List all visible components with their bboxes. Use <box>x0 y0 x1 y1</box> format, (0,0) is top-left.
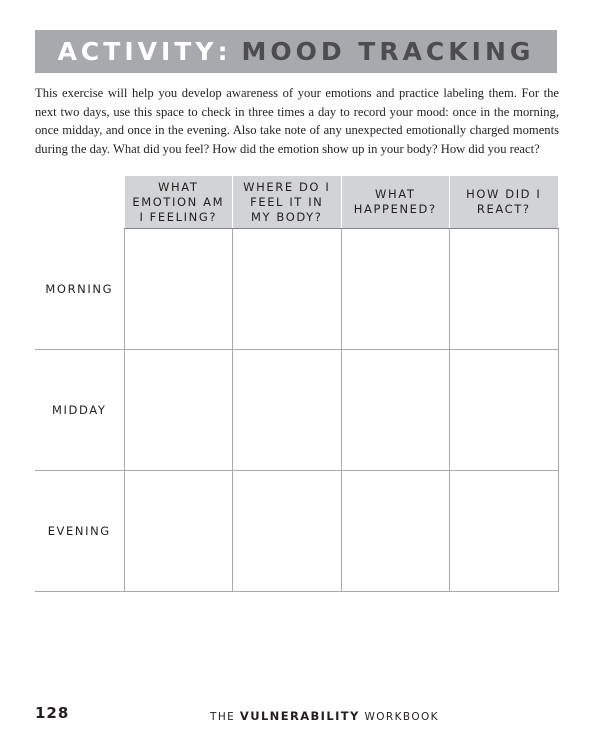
entry-cell-morning-emotion[interactable] <box>124 229 233 350</box>
column-header-label: WHERE DO I FEEL IT IN MY BODY? <box>243 179 331 224</box>
table-header-row <box>35 176 558 229</box>
activity-label: ACTIVITY <box>57 37 218 66</box>
entry-cell-midday-body[interactable] <box>233 350 342 471</box>
column-header-emotion <box>124 176 233 229</box>
entry-cell-evening-react[interactable] <box>450 471 559 592</box>
column-header-label: WHAT HAPPENED? <box>353 187 437 216</box>
running-title-main: VULNERABILITY <box>239 709 360 723</box>
row-label-midday: MIDDAY <box>35 350 124 471</box>
activity-title: MOOD TRACKING <box>241 37 535 66</box>
entry-cell-midday-happened[interactable] <box>341 350 450 471</box>
entry-cell-morning-body[interactable] <box>233 229 342 350</box>
entry-cell-evening-body[interactable] <box>233 471 342 592</box>
running-title <box>210 709 439 723</box>
activity-colon: : <box>217 37 232 66</box>
running-title-suffix: WORKBOOK <box>364 711 439 723</box>
activity-banner <box>35 30 557 73</box>
column-header-body <box>233 176 342 229</box>
column-header-label: HOW DID I REACT? <box>466 187 542 216</box>
intro-paragraph: This exercise will help you develop awareness of your emotions and practice labeling them. For the next two days, use this space to check in three times a day to record your mood: once in the morning, once midday, and once in the evening. Also take note of any unexpected emotionally charged moments during the day. What did you feel? How did the emotion show up in your body? How did you react? <box>35 86 559 156</box>
table-row <box>35 471 558 592</box>
running-title-prefix: THE <box>210 711 236 723</box>
mood-tracking-table <box>35 176 559 592</box>
page-number: 128 <box>35 704 70 722</box>
entry-cell-midday-react[interactable] <box>450 350 559 471</box>
entry-cell-evening-happened[interactable] <box>341 471 450 592</box>
row-label-evening: EVENING <box>35 471 124 592</box>
entry-cell-morning-happened[interactable] <box>341 229 450 350</box>
entry-cell-midday-emotion[interactable] <box>124 350 233 471</box>
table-row <box>35 229 558 350</box>
table-row <box>35 350 558 471</box>
column-header-label: WHAT EMOTION AM I FEELING? <box>132 179 225 224</box>
column-header-react <box>450 176 559 229</box>
column-header-happened <box>341 176 450 229</box>
row-label-morning: MORNING <box>35 229 124 350</box>
entry-cell-evening-emotion[interactable] <box>124 471 233 592</box>
entry-cell-morning-react[interactable] <box>450 229 559 350</box>
table-corner <box>35 176 124 229</box>
